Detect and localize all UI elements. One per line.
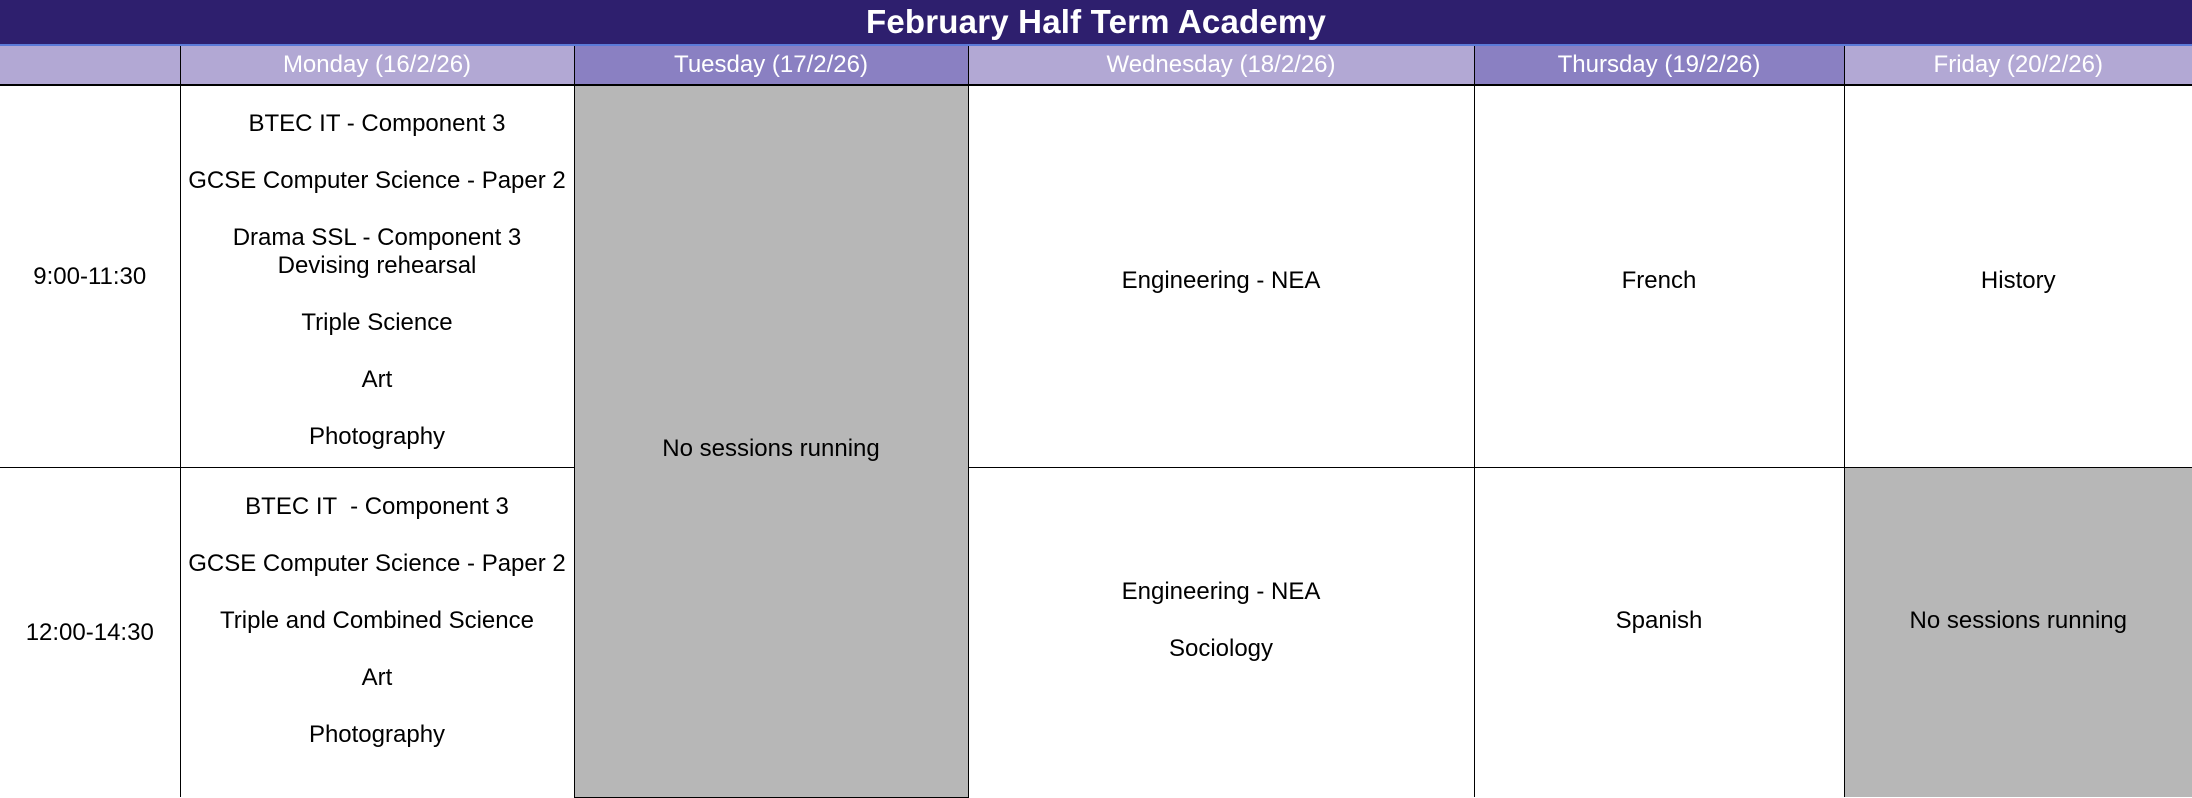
- session-item: BTEC IT - Component 3: [187, 110, 568, 138]
- session-item: Art: [187, 366, 568, 394]
- timetable-title-bar: [0, 0, 2192, 46]
- session-list: [181, 110, 574, 451]
- session-item: Engineering - NEA: [975, 578, 1468, 606]
- session-item: BTEC IT - Component 3: [187, 493, 568, 521]
- timetable-title: February Half Term Academy: [866, 3, 1326, 41]
- session-item: Photography: [187, 721, 568, 749]
- session-item: Art: [187, 664, 568, 692]
- session-list: [1475, 607, 1844, 635]
- header-monday: Monday (16/2/26): [180, 46, 574, 85]
- session-item: French: [1481, 267, 1838, 295]
- session-item: No sessions running: [1851, 607, 2187, 635]
- session-list: [969, 267, 1474, 295]
- session-list: [1475, 267, 1844, 295]
- session-item: Drama SSL - Component 3 Devising rehearsal: [187, 224, 568, 280]
- session-list: [969, 578, 1474, 663]
- header-tuesday: Tuesday (17/2/26): [574, 46, 968, 85]
- cell-friday-morning: [1844, 85, 2192, 468]
- session-list: [1845, 607, 2192, 635]
- session-list: [181, 493, 574, 749]
- cell-wednesday-afternoon: [968, 468, 1474, 798]
- time-column-header: [0, 46, 180, 85]
- session-item: History: [1851, 267, 2187, 295]
- header-row: [0, 46, 2192, 85]
- afternoon-row: [0, 468, 2192, 798]
- session-item: Engineering - NEA: [975, 267, 1468, 295]
- header-wednesday: Wednesday (18/2/26): [968, 46, 1474, 85]
- session-item: GCSE Computer Science - Paper 2: [187, 167, 568, 195]
- session-item: Triple Science: [187, 309, 568, 337]
- no-sessions-label: No sessions running: [575, 435, 968, 463]
- header-friday: Friday (20/2/26): [1844, 46, 2192, 85]
- header-thursday: Thursday (19/2/26): [1474, 46, 1844, 85]
- morning-row: [0, 85, 2192, 468]
- cell-thursday-afternoon: [1474, 468, 1844, 798]
- cell-tuesday-all-day: [574, 85, 968, 797]
- session-item: GCSE Computer Science - Paper 2: [187, 550, 568, 578]
- timetable-grid: [0, 46, 2192, 798]
- session-item: Triple and Combined Science: [187, 607, 568, 635]
- session-item: Photography: [187, 423, 568, 451]
- cell-wednesday-morning: [968, 85, 1474, 468]
- cell-monday-afternoon: [180, 468, 574, 798]
- cell-monday-morning: [180, 85, 574, 468]
- session-list: [1845, 267, 2192, 295]
- cell-friday-afternoon: [1844, 468, 2192, 798]
- time-slot-afternoon: 12:00-14:30: [0, 468, 180, 798]
- session-item: Sociology: [975, 635, 1468, 663]
- time-slot-morning: 9:00-11:30: [0, 85, 180, 468]
- session-item: Spanish: [1481, 607, 1838, 635]
- cell-thursday-morning: [1474, 85, 1844, 468]
